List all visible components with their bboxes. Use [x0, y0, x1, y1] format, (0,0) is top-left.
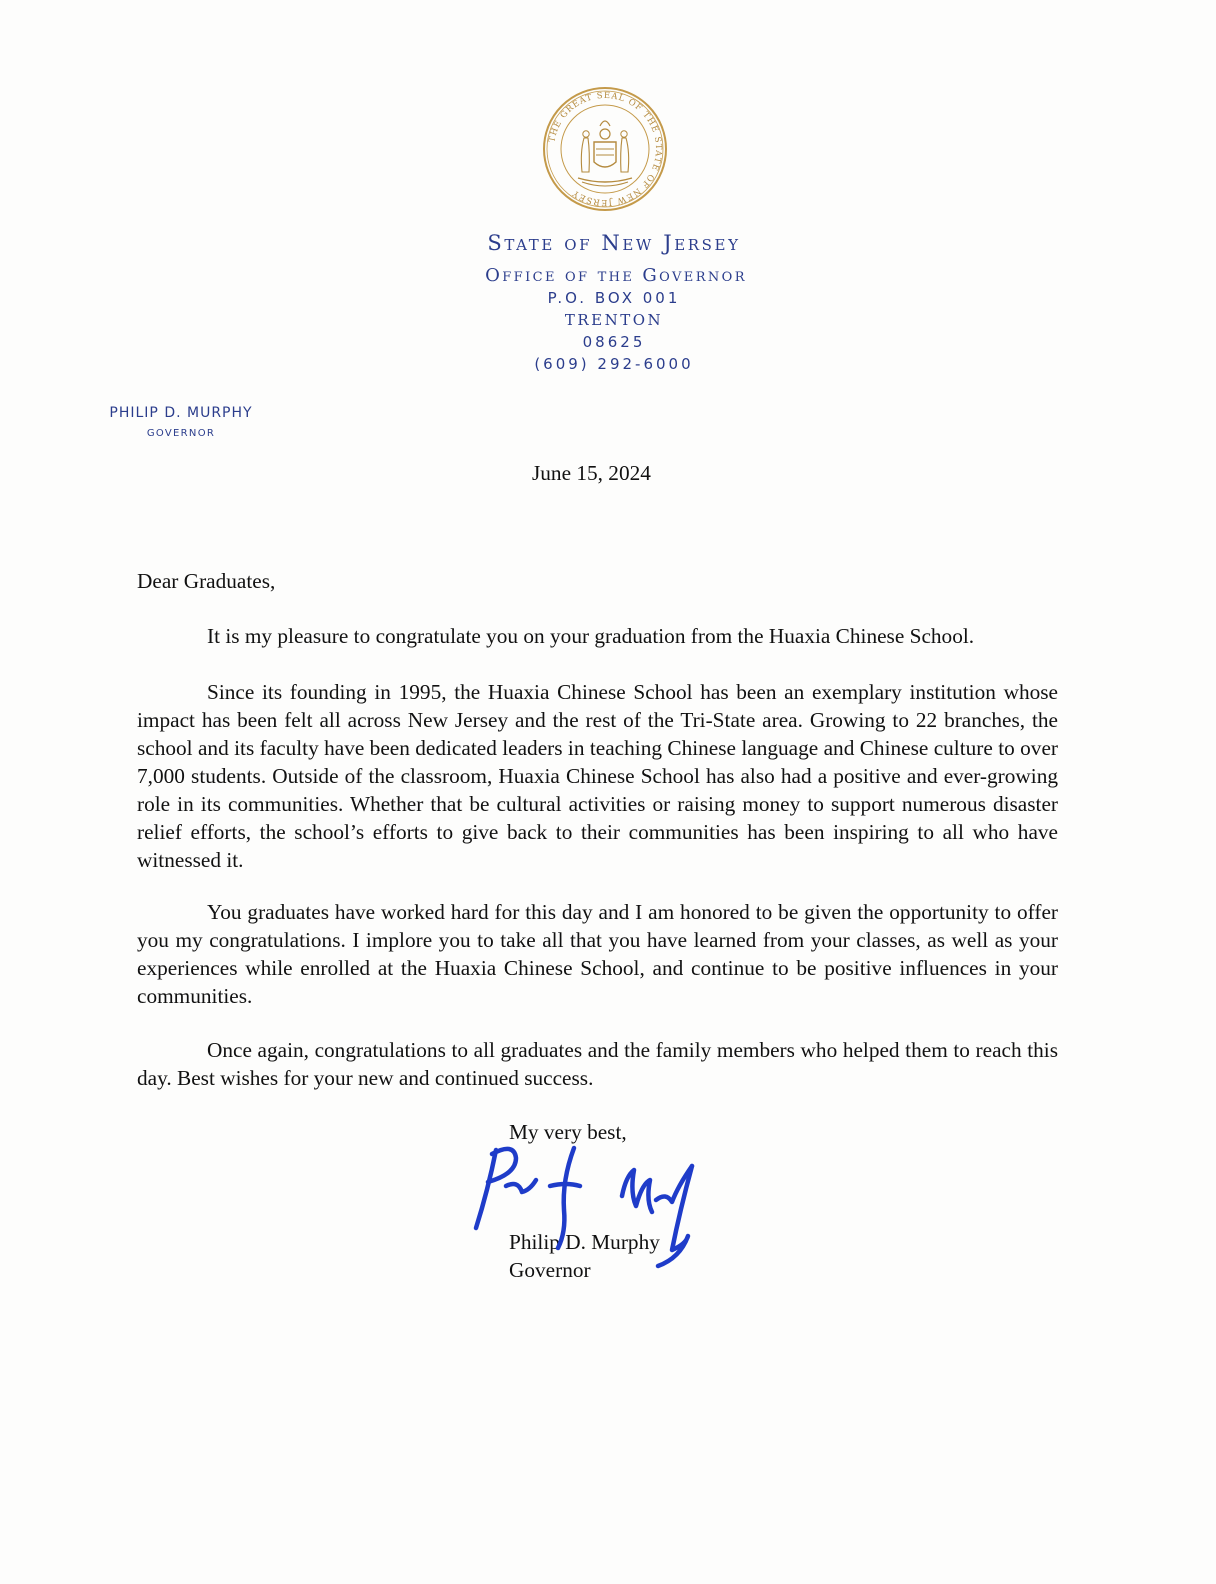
state-seal-icon — [542, 86, 668, 212]
letterhead-office: Office of the Governor — [485, 265, 747, 286]
letterhead-state: State of New Jersey — [487, 231, 741, 255]
closing: My very best, — [509, 1120, 627, 1144]
handwritten-signature — [466, 1140, 726, 1280]
paragraph-3: You graduates have worked hard for this day and I am honored to be given the opportunity to offer you my congratulations. I implore you to take all that you have learned from your classes, as well as your experiences while enrolled at the Huaxia Chinese School, and continue to be positive influences in your communities. — [137, 900, 1058, 1008]
salutation: Dear Graduates, — [137, 569, 276, 593]
letterhead-phone: (609) 292-6000 — [534, 355, 694, 373]
sender-name: PHILIP D. MURPHY — [109, 405, 253, 421]
paragraph-4: Once again, congratulations to all graduates and the family members who helped them to reach this day. Best wishes for your new and continued success. — [137, 1038, 1058, 1090]
letter-date: June 15, 2024 — [532, 461, 651, 485]
paragraph-2: Since its founding in 1995, the Huaxia Chinese School has been an exemplary institution whose impact has been felt all across New Jersey and the rest of the Tri-State area. Growing to 22 branches, the school and its faculty have been dedicated leaders in teaching Chinese language and Chinese culture to over 7,000 students. Outside of the classroom, Huaxia Chinese School has also had a positive and ever-growing role in its communities. Whether that be cultural activities or raising money to support numerous disaster relief efforts, the school’s efforts to give back to their communities has been inspiring to all who have witnessed it. — [137, 680, 1058, 872]
svg-text:THE GREAT SEAL OF THE STATE OF: THE GREAT SEAL OF THE STATE OF NEW JERSEY — [547, 90, 664, 208]
signer-name: Philip D. Murphy — [509, 1230, 660, 1254]
letterhead-zip: 08625 — [582, 333, 646, 351]
signer-title: Governor — [509, 1258, 591, 1282]
letterhead-city: TRENTON — [564, 311, 664, 329]
letterhead-po-box: P.O. BOX 001 — [547, 289, 681, 307]
sender-title: GOVERNOR — [146, 428, 216, 439]
paragraph-1: It is my pleasure to congratulate you on your graduation from the Huaxia Chinese School. — [207, 624, 975, 648]
